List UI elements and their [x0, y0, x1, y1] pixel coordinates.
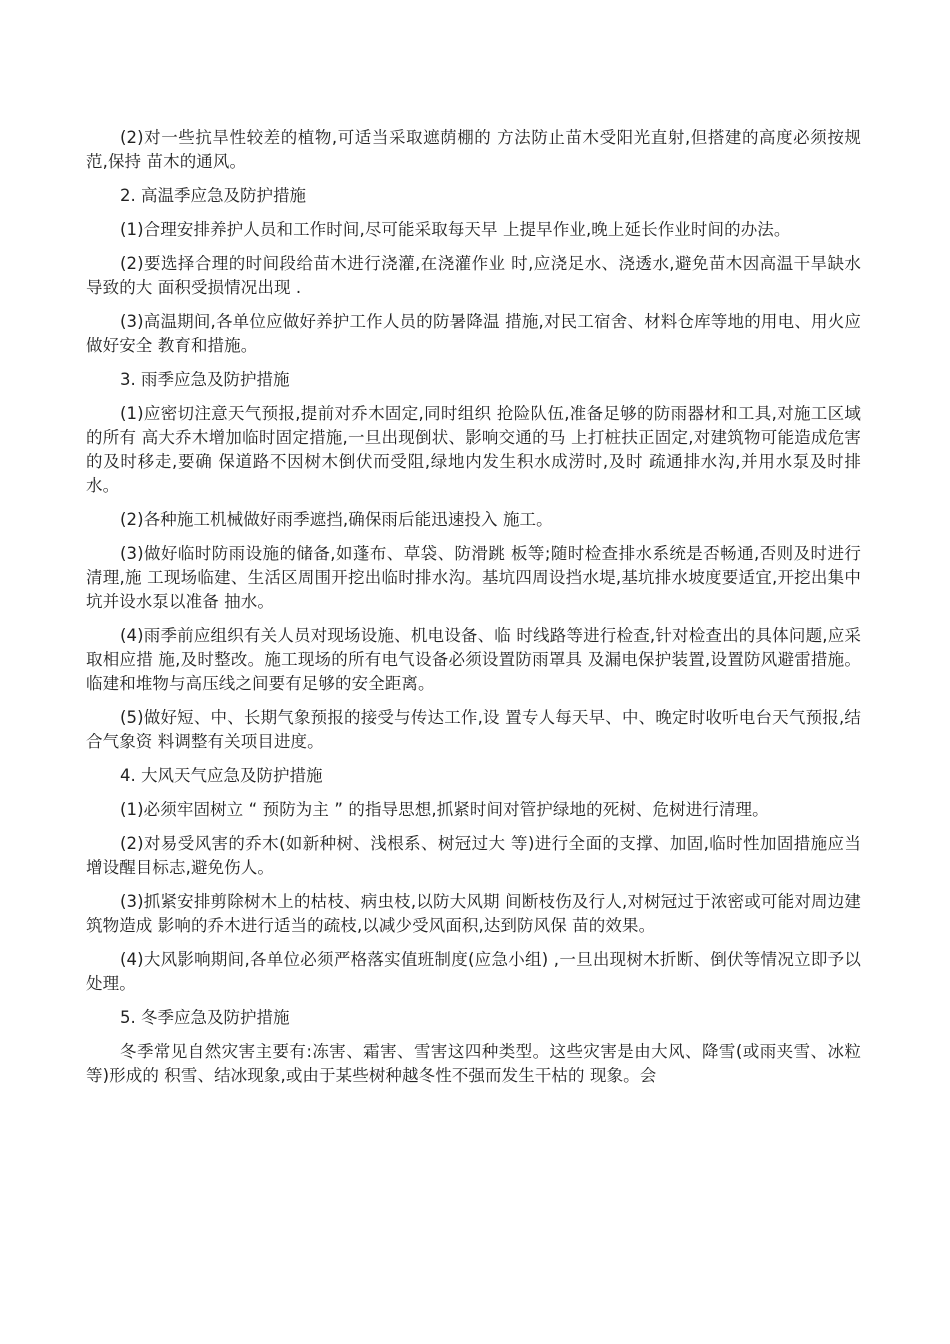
document-body — [86, 126, 861, 1098]
paragraph-weather-forecast: (1)应密切注意天气预报,提前对乔木固定,同时组织 抢险队伍,准备足够的防雨器材和工具,对施工区域的所有 高大乔木增加临时固定措施,一旦出现倒状、影响交通的马 上打桩扶正固定,对建筑物可能造成危害的及时移走,要确 保道路不因树木倒伏而受阻,绿地内发生积水成涝时,及时 疏通排水沟,并用水泵及时排水。 — [86, 404, 861, 495]
paragraph-heat-safety: (3)高温期间,各单位应做好养护工作人员的防暑降温 措施,对民工宿舍、材料仓库等地的用电、用火应做好安全 教育和措施。 — [86, 312, 861, 355]
paragraph-duty-system: (4)大风影响期间,各单位必须严格落实值班制度(应急小组) ,一旦出现树木折断、倒伏等情况立即予以处理。 — [86, 950, 861, 993]
paragraph-machinery-cover: (2)各种施工机械做好雨季遮挡,确保雨后能迅速投入 施工。 — [120, 510, 553, 529]
paragraph-rain-facilities: (3)做好临时防雨设施的储备,如蓬布、草袋、防滑跳 板等;随时检查排水系统是否畅通,否则及时进行清理,施 工现场临建、生活区周围开挖出临时排水沟。基坑四周设挡水堤,基坑排水坡度要适宜,开挖出集中坑并设水泵以准备 抽水。 — [86, 544, 861, 611]
paragraph-shade-shelter: (2)对一些抗旱性较差的植物,可适当采取遮荫棚的 方法防止苗木受阳光直射,但搭建的高度必须按规范,保持 苗木的通风。 — [86, 128, 861, 171]
paragraph-work-schedule: (1)合理安排养护人员和工作时间,尽可能采取每天早 上提早作业,晚上延长作业时间的办法。 — [120, 220, 791, 239]
heading-rainy-season: 3. 雨季应急及防护措施 — [120, 370, 290, 389]
heading-strong-wind: 4. 大风天气应急及防护措施 — [120, 766, 323, 785]
paragraph-pruning: (3)抓紧安排剪除树木上的枯枝、病虫枝,以防大风期 间断枝伤及行人,对树冠过于浓密或可能对周边建筑物造成 影响的乔木进行适当的疏枝,以减少受风面积,达到防风保 苗的效果。 — [86, 892, 861, 935]
paragraph-equipment-inspection: (4)雨季前应组织有关人员对现场设施、机电设备、临 时线路等进行检查,针对检查出的具体问题,应采取相应措 施,及时整改。施工现场的所有电气设备必须设置防雨罩具 及漏电保护装置,设置防风避雷措施。临建和堆物与高压线之间要有足够的安全距离。 — [86, 626, 861, 693]
heading-winter: 5. 冬季应急及防护措施 — [120, 1008, 290, 1027]
heading-high-temperature: 2. 高温季应急及防护措施 — [120, 186, 306, 205]
paragraph-tree-support: (2)对易受风害的乔木(如新种树、浅根系、树冠过大 等)进行全面的支撑、加固,临时性加固措施应当增设醒目标志,避免伤人。 — [86, 834, 861, 877]
paragraph-prevention-first: (1)必须牢固树立 “ 预防为主 ” 的指导思想,抓紧时间对管护绿地的死树、危树进行清理。 — [120, 800, 769, 819]
paragraph-winter-hazards: 冬季常见自然灾害主要有:冻害、霜害、雪害这四种类型。这些灾害是由大风、降雪(或雨夹雪、冰粒等)形成的 积雪、结冰现象,或由于某些树种越冬性不强而发生干枯的 现象。会 — [86, 1042, 861, 1085]
paragraph-forecast-relay: (5)做好短、中、长期气象预报的接受与传达工作,设 置专人每天早、中、晚定时收听电台天气预报,结合气象资 料调整有关项目进度。 — [86, 708, 861, 751]
paragraph-irrigation: (2)要选择合理的时间段给苗木进行浇灌,在浇灌作业 时,应浇足水、浇透水,避免苗木因高温干旱缺水导致的大 面积受损情况出现 . — [86, 254, 861, 297]
